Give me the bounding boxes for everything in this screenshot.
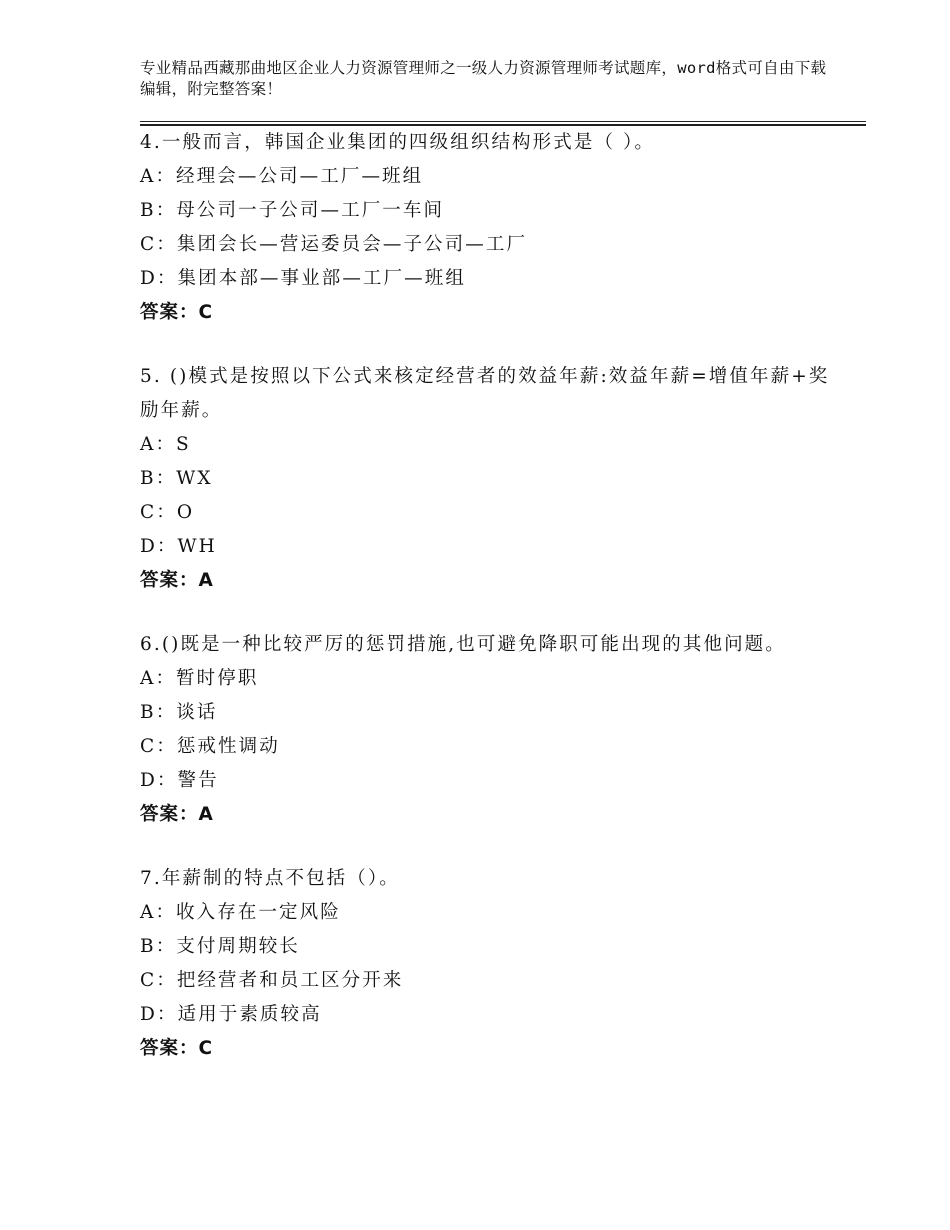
answer-label: 答案： [140, 804, 199, 825]
answer-value: C [198, 1038, 214, 1059]
option-c: C：O [140, 502, 195, 523]
question-stem: 7.年薪制的特点不包括（）。 [140, 868, 400, 889]
question-list [140, 126, 830, 1096]
option-d: D：适用于素质较高 [140, 1004, 322, 1025]
answer-label: 答案： [140, 570, 199, 591]
question-4 [140, 126, 830, 330]
option-b: B：支付周期较长 [140, 936, 300, 957]
option-a: A：收入存在一定风险 [140, 902, 341, 923]
option-a: A：S [140, 434, 191, 455]
option-d: D：WH [140, 536, 217, 557]
option-a: A：经理会—公司—工厂—班组 [140, 166, 424, 187]
answer-line [140, 798, 830, 832]
question-stem: 5. ()模式是按照以下公式来核定经营者的效益年薪:效益年薪=增值年薪+奖励年薪。 [140, 366, 830, 421]
option-b: B：谈话 [140, 702, 218, 723]
question-stem: 4.一般而言，韩国企业集团的四级组织结构形式是（ ）。 [140, 132, 655, 153]
option-d: D：集团本部—事业部—工厂—班组 [140, 268, 466, 289]
option-a: A：暂时停职 [140, 668, 259, 689]
answer-value: A [198, 570, 214, 591]
question-5 [140, 360, 830, 598]
option-c: C：惩戒性调动 [140, 736, 280, 757]
option-c: C：把经营者和员工区分开来 [140, 970, 404, 991]
answer-label: 答案： [140, 302, 199, 323]
answer-line [140, 564, 830, 598]
question-6 [140, 628, 830, 832]
header-title: 专业精品西藏那曲地区企业人力资源管理师之一级人力资源管理师考试题库，word格式可自由下载编辑，附完整答案！ [140, 59, 827, 98]
question-7 [140, 862, 830, 1066]
option-d: D：警告 [140, 770, 219, 791]
option-b: B：母公司一子公司—工厂一车间 [140, 200, 445, 221]
answer-label: 答案： [140, 1038, 199, 1059]
answer-value: A [198, 804, 214, 825]
header-rule-thin [140, 121, 866, 122]
question-stem: 6.()既是一种比较严厉的惩罚措施,也可避免降职可能出现的其他问题。 [140, 634, 786, 655]
answer-line [140, 296, 830, 330]
answer-value: C [198, 302, 214, 323]
answer-line [140, 1032, 830, 1066]
document-header [140, 58, 830, 100]
option-c: C：集团会长—营运委员会—子公司—工厂 [140, 234, 528, 255]
option-b: B：WX [140, 468, 213, 489]
